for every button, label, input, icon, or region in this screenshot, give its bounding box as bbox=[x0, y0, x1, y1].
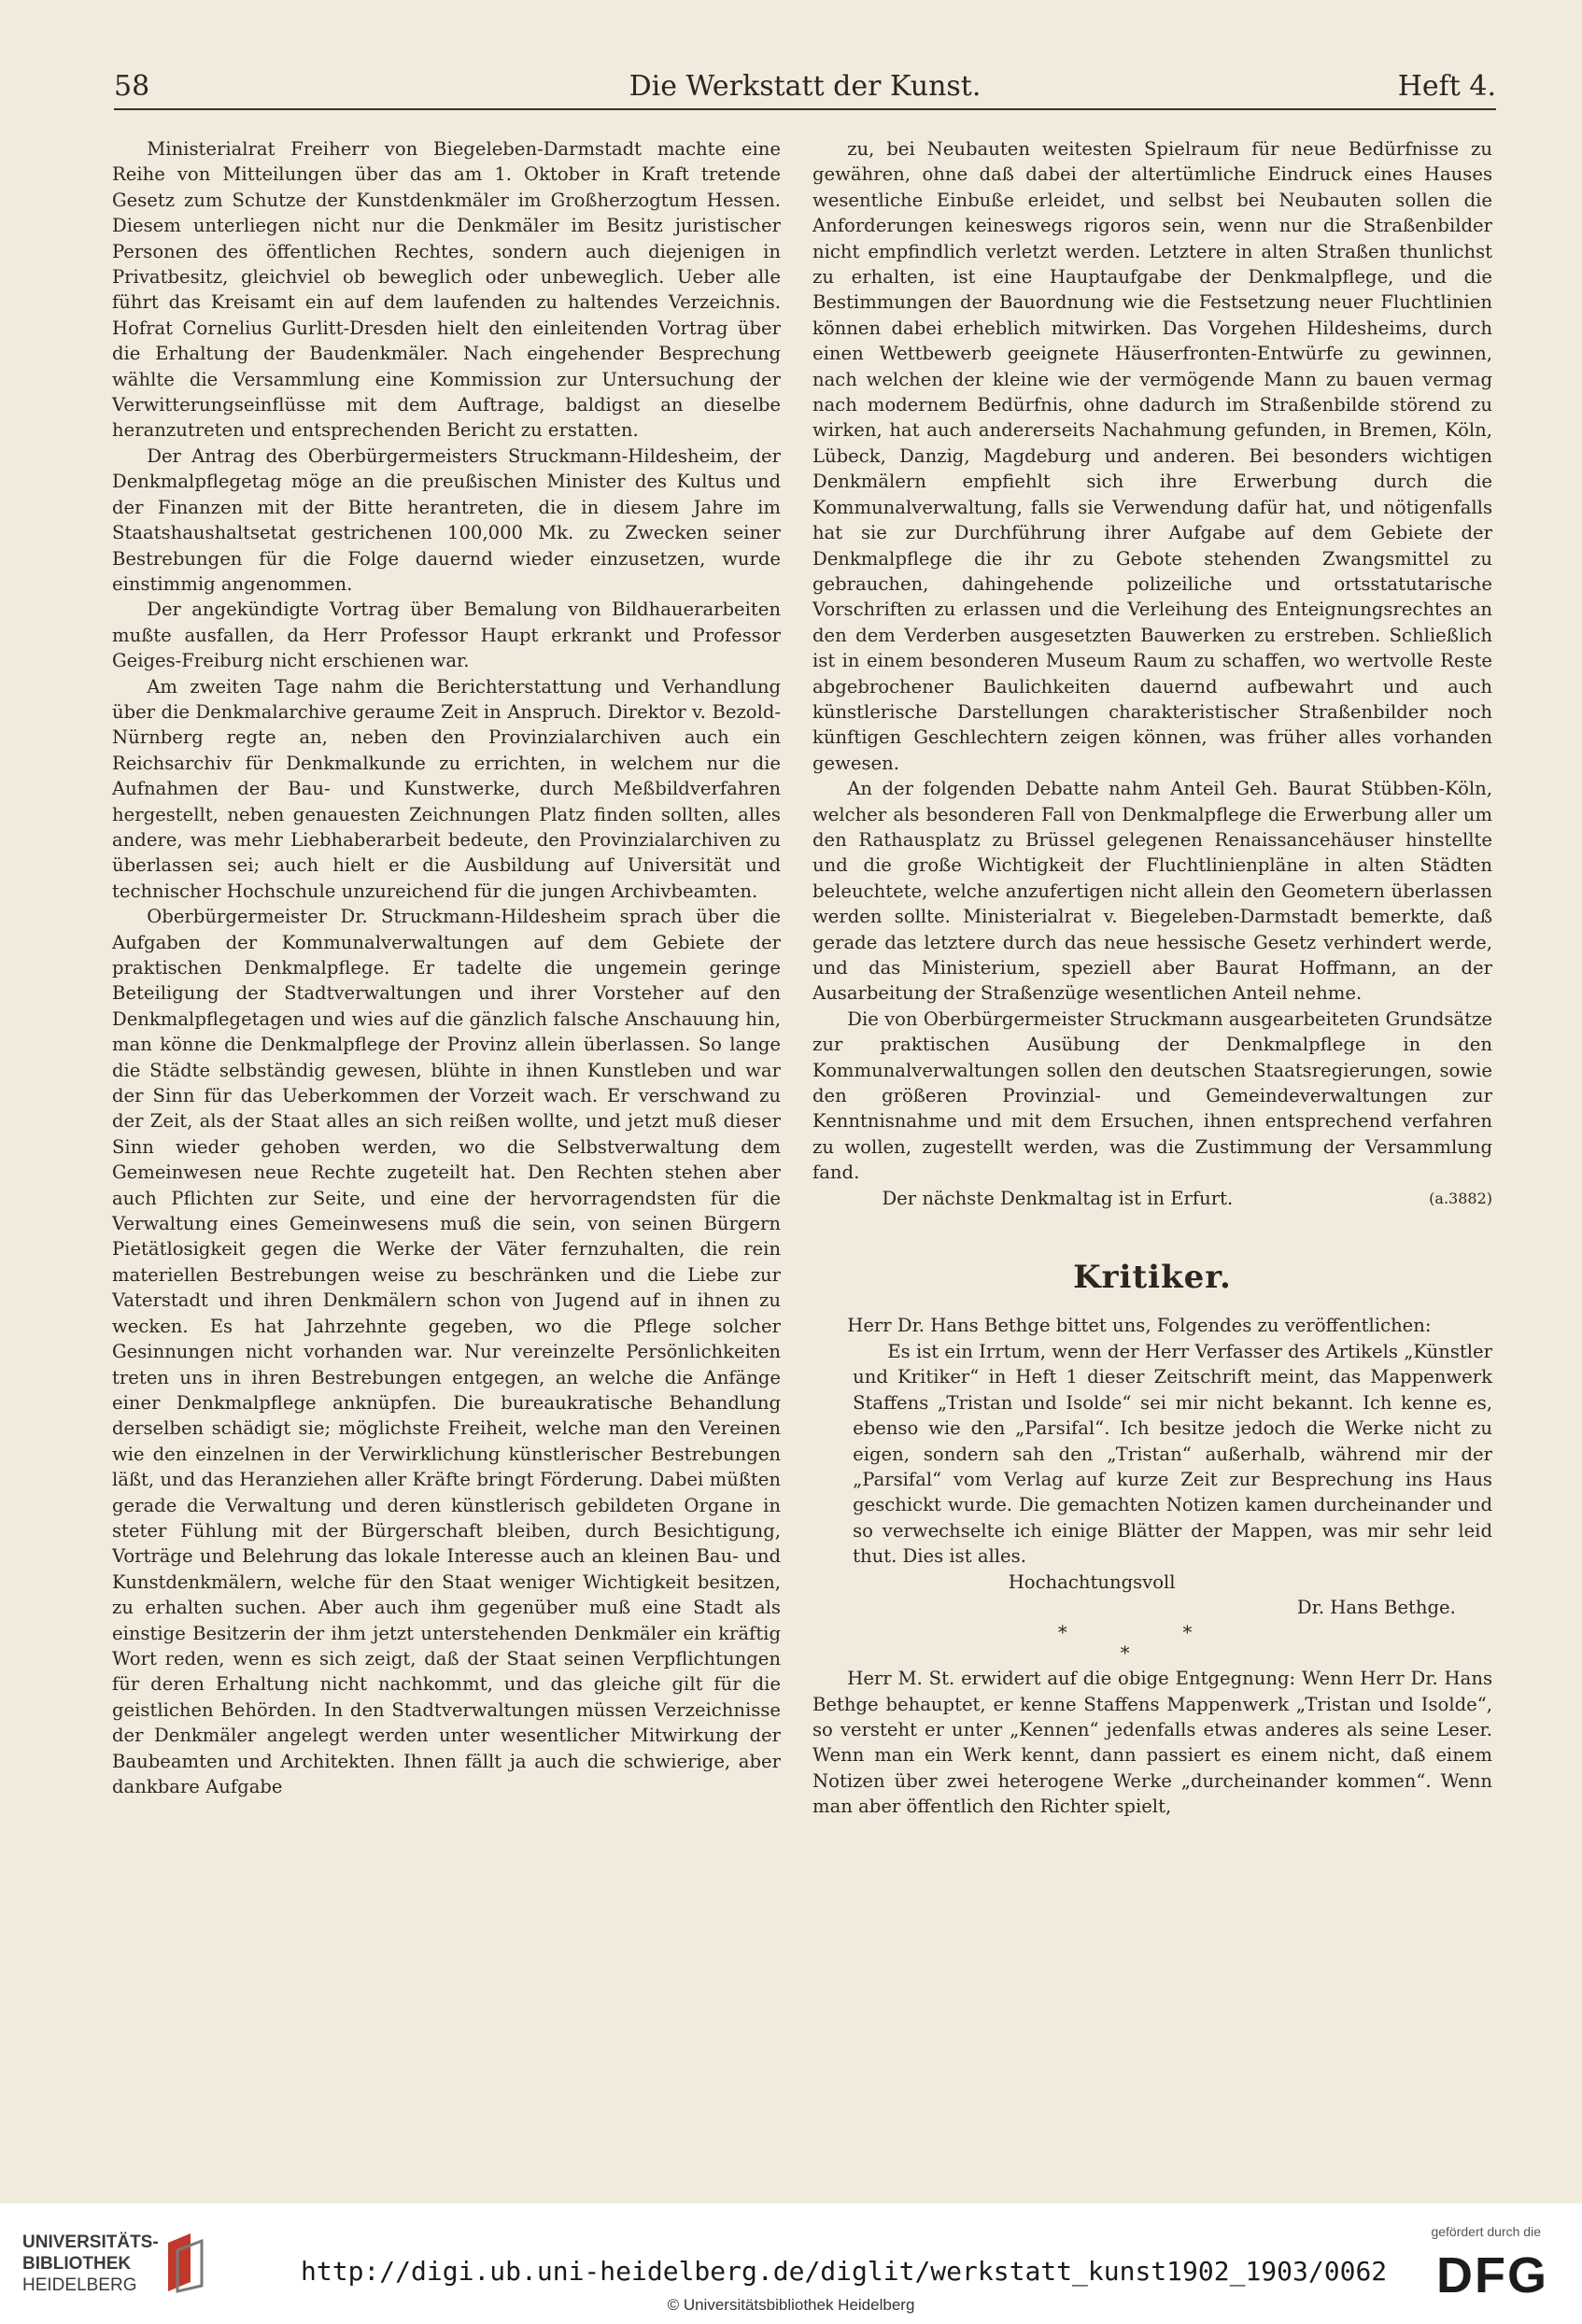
right-column bbox=[812, 136, 1492, 1820]
library-name-line2: BIBLIOTHEK bbox=[22, 2254, 132, 2274]
dfg-logo: DFG bbox=[1436, 2247, 1548, 2303]
library-emblem-icon bbox=[164, 2230, 205, 2295]
separator-stars-bottom: * bbox=[1120, 1641, 1185, 1664]
paragraph: Ministerialrat Freiherr von Biegeleben-Darmstadt machte eine Reihe von Mitteilungen über das am 1. Oktober in Kraft tretende Gesetz zum Schutze der Kunstdenkmäler im Großherzogtum Hessen. Diesem unterliegen nicht nur die Denkmäler im Besitz juristischer Personen des öffentlichen Rechtes, sondern auch diejenigen in Privatbesitz, gleichviel ob beweglich oder unbeweglich. Ueber alle führt das Kreisamt ein auf dem laufenden zu haltendes Verzeichnis. Hofrat Cornelius Gurlitt-Dresden hielt den einleitenden Vortrag über die Erhaltung der Baudenkmäler. Nach eingehender Besprechung wählte die Versammlung eine Kommission zur Untersuchung der Verwitterungseinflüsse mit dem Auftrage, baldigst an dieselbe heranzutreten und entsprechenden Bericht zu erstatten. bbox=[112, 138, 781, 442]
letter-closing: Hochachtungsvoll bbox=[1008, 1570, 1176, 1593]
paragraph: Die von Oberbürgermeister Struckmann ausgearbeiteten Grundsätze zur praktischen Ausübung der Denkmalpflege in den Kommunalverwaltungen sollen den deutschen Staatsregierungen, sowie den größeren Provinzial- und Gemeindeverwaltungen zur Kenntnisnahme und mit dem Ersuchen, ihnen entsprechend verfahren zu wollen, zugestellt werden, was die Zustimmung der Versammlung fand. bbox=[812, 1007, 1492, 1184]
section-title: Kritiker. bbox=[1073, 1259, 1232, 1297]
running-title: Die Werkstatt der Kunst. bbox=[629, 70, 982, 103]
funding-note: gefördert durch die bbox=[1431, 2224, 1541, 2239]
running-head bbox=[114, 60, 1496, 110]
paragraph: Der Antrag des Oberbürgermeisters Struckmann-Hildesheim, der Denkmalpflegetag möge an die preußischen Minister des Kultus und der Finanzen mit der Bitte herantreten, die in diesem Jahre im Staatshaushaltsetat gestrichenen 100,000 Mk. zu Zwecken seiner Bestrebungen für die Folge dauernd wieder einzusetzen, wurde einstimmig angenommen. bbox=[112, 444, 781, 595]
letter-signature: Dr. Hans Bethge. bbox=[1296, 1596, 1456, 1618]
issue-label: Heft 4. bbox=[1397, 70, 1496, 103]
paragraph: Der angekündigte Vortrag über Bemalung von Bildhauerarbeiten mußte ausfallen, da Herr Professor Haupt erkrankt und Professor Geiges-Freiburg nicht erschienen war. bbox=[112, 599, 781, 672]
closing-line bbox=[812, 1186, 1492, 1211]
intro-paragraph: Herr Dr. Hans Bethge bittet uns, Folgendes zu veröffentlichen: bbox=[847, 1315, 1432, 1337]
permalink-url[interactable]: http://digi.ub.uni-heidelberg.de/diglit/werkstatt_kunst1902_1903/0062 bbox=[301, 2256, 1388, 2287]
left-column bbox=[112, 136, 781, 1799]
page-number: 58 bbox=[114, 70, 150, 103]
closing-sentence: Der nächste Denkmaltag ist in Erfurt. bbox=[882, 1187, 1234, 1209]
library-logo bbox=[22, 2232, 159, 2296]
footer-bar bbox=[0, 2204, 1582, 2324]
separator-stars-top: * * bbox=[1057, 1622, 1248, 1644]
reply-paragraph: Herr M. St. erwidert auf die obige Entgegnung: Wenn Herr Dr. Hans Bethge behauptet, er kenne Staffens Mappenwerk „Tristan und Isolde“, so versteht er unter „Kennen“ jedenfalls etwas anderes als seine Leser. Wenn man ein Werk kennt, dann passiert es einem nicht, daß einem Notizen über zwei heterogene Werke „durcheinander kommen“. Wenn man aber öffentlich den Richter spielt, bbox=[812, 1668, 1492, 1818]
letter-text: Es ist ein Irrtum, wenn der Herr Verfasser des Artikels „Künstler und Kritiker“ in Heft 1 dieser Zeitschrift meint, das Mappenwerk Staffens „Tristan und Isolde“ sei mir nicht bekannt. Ich kenne es, ebenso wie den „Parsifal“. Ich besitze jedoch die Werke nicht zu eigen, sondern sah den „Tristan“ außerhalb, während mir der „Parsifal“ vom Verlag auf kurze Zeit zur Besprechung ins Haus geschickt wurde. Die gemachten Notizen kamen durcheinander und so verwechselte ich einige Blätter der Mappen, was mir sehr leid thut. Dies ist alles. bbox=[853, 1340, 1492, 1568]
paragraph: zu, bei Neubauten weitesten Spielraum für neue Bedürfnisse zu gewähren, ohne daß dabei der altertümliche Eindruck eines Hauses wesentliche Einbuße erleidet, und selbst bei Neubauten sollen die Anforderungen keineswegs rigoros sein, wenn nur die Straßenbilder nicht empfindlich verletzt werden. Letztere in alten Straßen thunlichst zu erhalten, ist eine Hauptaufgabe der Denkmalpflege, und die Bestimmungen der Bauordnung wie die Festsetzung neuer Fluchtlinien können dabei erheblich mitwirken. Das Vorgehen Hildesheims, durch einen Wettbewerb geeignete Häuserfronten-Entwürfe zu gewinnen, nach welchen der kleine wie der vermögende Mann zu bauen vermag nach modernem Bedürfnis, ohne dadurch im Straßenbilde störend zu wirken, hat auch andererseits Nachahmung gefunden, in Bremen, Köln, Lübeck, Danzig, Magdeburg und anderen. Bei besonders wichtigen Denkmälern empfiehlt sich ihre Erwerbung durch die Kommunalverwaltung, falls sie Verwendung dafür hat, und nötigenfalls hat sie zur Durchführung ihrer Aufgabe auf dem Gebiete der Denkmalpflege die ihr zu Gebote stehenden Zwangsmittel zu gebrauchen, dahingehende polizeiliche und ortsstatutarische Vorschriften zu erlassen und die Verleihung des Enteignungsrechtes an den dem Verderben ausgesetzten Bauwerken zu erstreben. Schließlich ist in einem besonderen Museum Raum zu schaffen, wo wertvolle Reste abgebrochener Baulichkeiten dauernd aufbewahrt und auch künstlerische Darstellungen charakteristischer Straßenbilder noch künftigen Geschlechtern zeigen können, was früher alles vorhanden gewesen. bbox=[812, 138, 1492, 774]
copyright-notice: © Universitätsbibliothek Heidelberg bbox=[667, 2296, 915, 2314]
paragraph: Am zweiten Tage nahm die Berichterstattung und Verhandlung über die Denkmalarchive geraume Zeit in Anspruch. Direktor v. Bezold-Nürnberg regte an, neben den Provinzialarchiven auch ein Reichsarchiv für Denkmalkunde zu errichten, in welchem nur die Aufnahmen der Bau- und Kunstwerke, durch Meßbildverfahren hergestellt, neben genauesten Zeichnungen Platz finden sollten, alles andere, was mehr Liebhaberarbeit bedeute, den Provinzialarchiven zu überlassen sei; auch hielt er die Ausbildung auf Universität und technischer Hochschule unzureichend für die jungen Archivbeamten. bbox=[112, 675, 781, 902]
library-name-line3: HEIDELBERG bbox=[22, 2275, 137, 2295]
paragraph: An der folgenden Debatte nahm Anteil Geh. Baurat Stübben-Köln, welcher als besonderen Fall von Denkmalpflege die Erwerbung aller um den Rathausplatz zu Brüssel gelegenen Renaissancehäuser hinstellte und die große Wichtigkeit der Fluchtlinienpläne in alten Städten beleuchtete, welche anzufertigen nicht allein den Geometern überlassen werden sollte. Ministerialrat v. Biegeleben-Darmstadt bemerkte, daß gerade das letztere durch das neue hessische Gesetz verhindert werde, und das Ministerium, speziell aber Baurat Hoffmann, an der Ausarbeitung der Straßenzüge wesentlichen Anteil nehme. bbox=[812, 778, 1492, 1005]
paragraph: Oberbürgermeister Dr. Struckmann-Hildesheim sprach über die Aufgaben der Kommunalverwaltungen auf dem Gebiete der praktischen Denkmalpflege. Er tadelte die ungemein geringe Beteiligung der Stadtverwaltungen und ihrer Vorsteher auf den Denkmalpflegetagen und wies auf die gänzlich falsche Anschauung hin, man könne die Denkmalpflege der Provinz allein überlassen. So lange die Städte selbständig gewesen, blühte in ihnen Kunstleben und war der Sinn für das Ueberkommen der Vorzeit wach. Er verschwand zu der Zeit, als der Staat alles an sich reißen wollte, und jetzt muß dieser Sinn wieder gehoben werden, wo die Selbstverwaltung dem Gemeinwesen neue Rechte zugeteilt hat. Den Rechten stehen aber auch Pflichten zur Seite, und eine der hervorragendsten für die Verwaltung eines Gemeinwesens muß die sein, von seinen Bürgern Pietätlosigkeit gegen die Werke der Väter fernzuhalten, die rein materiellen Bestrebungen weise zu beschränken und die Liebe zur Vaterstadt und ihren Denkmälern schon von Jugend auf in ihnen zu wecken. Es hat Jahrzehnte gegeben, wo die Pflege solcher Gesinnungen nicht vorhanden war. Nur vereinzelte Persönlichkeiten treten uns in ihren Bestrebungen entgegen, an welche die Anfänge einer Denkmalpflege anknüpfen. Die bureaukratische Behandlung derselben schädigt sie; möglichste Freiheit, welche man den Vereinen wie den einzelnen in der Verwirklichung künstlerischer Bestrebungen läßt, und das Heranziehen aller Kräfte bringt Förderung. Dabei müßten gerade die Verwaltung und deren künstlerisch gebildeten Organe in steter Fühlung mit der Bürgerschaft bleiben, durch Besichtigung, Vorträge und Belehrung das lokale Interesse auch an kleinen Bau- und Kunstdenkmälern, welche für den Staat weniger Wichtigkeit besitzen, zu erhalten suchen. Aber auch ihm gegenüber muß eine Stadt als einstige Besitzerin der ihm jetzt unterstehenden Denkmäler ein kräftig Wort reden, wenn es sich zeigt, daß der Staat seinen Verpflichtungen für deren Erhaltung nicht nachkommt, und das gleiche gilt für die geistlichen Behörden. In den Stadtverwaltungen müssen Verzeichnisse der Denkmäler angelegt werden unter wesentlicher Mitwirkung der Baubeamten und Architekten. Ihnen fällt ja auch die schwierige, aber dankbare Aufgabe bbox=[112, 906, 781, 1797]
quoted-letter bbox=[812, 1339, 1492, 1620]
library-name-line1: UNIVERSITÄTS- bbox=[22, 2232, 159, 2252]
reference-code: (a.3882) bbox=[1429, 1189, 1492, 1207]
